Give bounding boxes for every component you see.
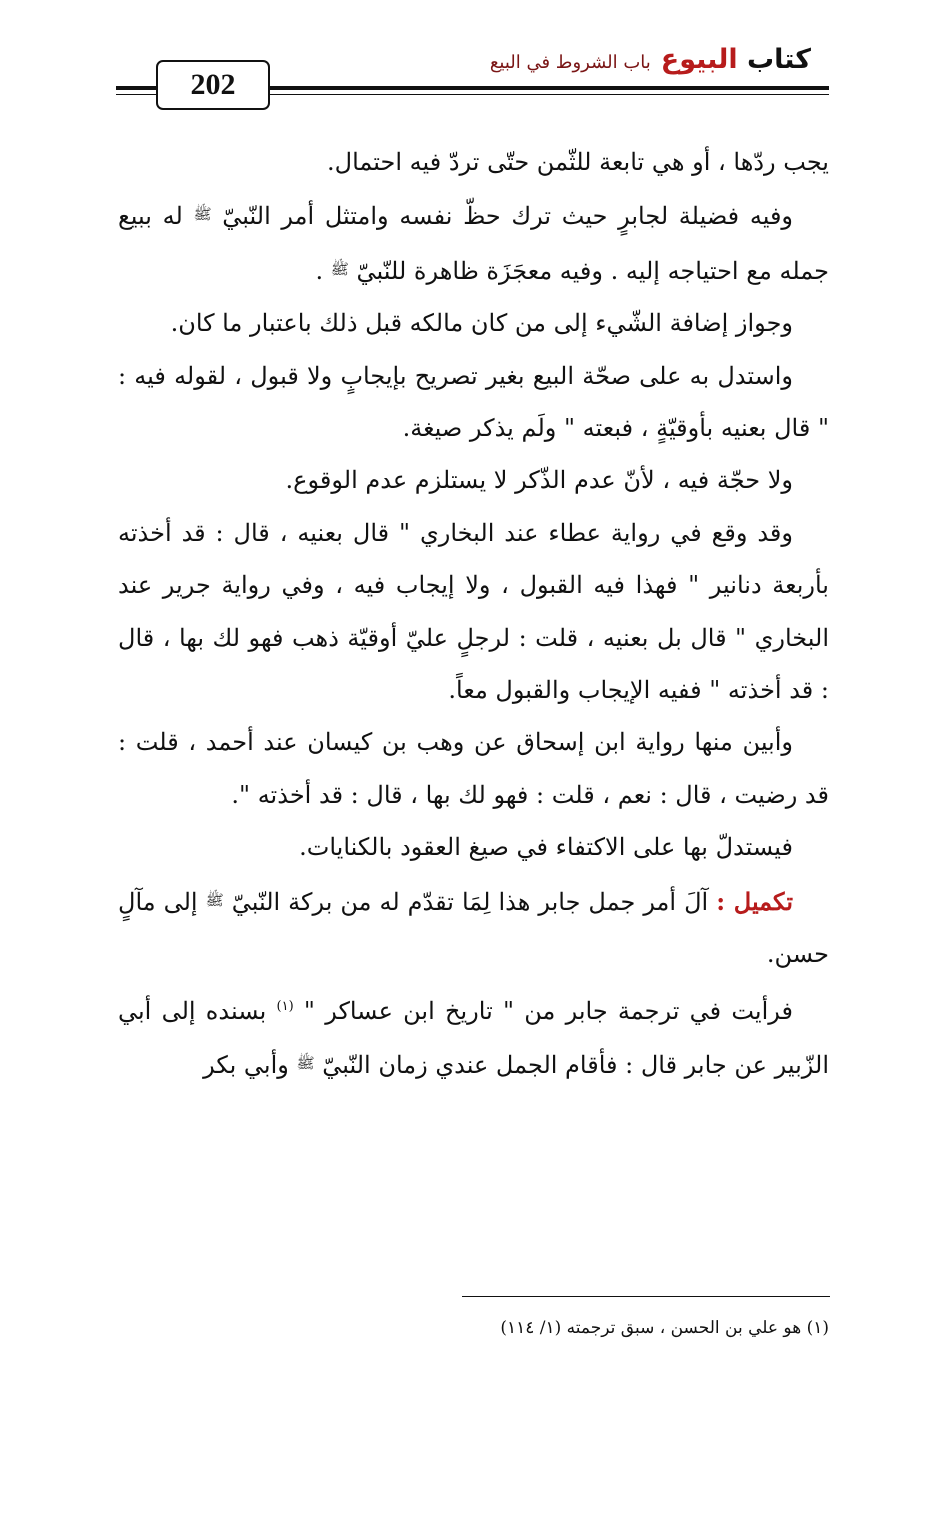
takmil-keyword: تكميل : — [716, 886, 793, 916]
page-number: 202 — [156, 60, 270, 110]
paragraph-10-part-a: فرأيت في ترجمة جابر من " تاريخ ابن عساكر " — [293, 996, 793, 1025]
paragraph-2 — [118, 188, 829, 297]
paragraph-4: واستدل به على صحّة البيع بغير تصريح بإيجابٍ ولا قبول ، لقوله فيه : " قال بعنيه بأوقيّةٍ ، فبعته " ولَم يذكر صيغة. — [118, 361, 829, 443]
paragraph-3: وجواز إضافة الشّيء إلى من كان مالكه قبل ذلك باعتبار ما كان. — [170, 309, 793, 338]
paragraph-2-part-c: . — [315, 256, 331, 285]
paragraph-8: فيستدلّ بها على الاكتفاء في صيغ العقود بالكنايات. — [299, 833, 793, 862]
salawat-glyph: ﷺ — [205, 890, 224, 909]
book-title — [661, 44, 811, 75]
paragraph-6: وقد وقع في رواية عطاء عند البخاري " قال بعنيه ، قال : قد أخذته بأربعة دنانير " فهذا فيه القبول ، ولا إيجاب فيه ، وفي رواية جرير عند البخاري " قال بل بعنيه ، قلت : لرجلٍ عليّ أوقيّة ذهب فهو لك بها ، قال : قد أخذته " ففيه الإيجاب والقبول معاً. — [118, 518, 829, 705]
paragraph-9 — [118, 874, 829, 981]
paragraph-2-part-b: له ببيع جمله مع احتياجه إليه . وفيه معجَزَة ظاهرة للنّبيّ — [118, 202, 829, 285]
footnote-divider — [462, 1296, 830, 1297]
paragraph-5: ولا حجّة فيه ، لأنّ عدم الذّكر لا يستلزم عدم الوقوع. — [285, 466, 793, 495]
salawat-glyph: ﷺ — [330, 259, 349, 278]
paragraph-1: يجب ردّها ، أو هي تابعة للثّمن حتّى تردّ فيه احتمال. — [327, 148, 829, 176]
paragraph-10-part-c: وأبي بكر — [203, 1050, 297, 1079]
paragraph-10-part-b: بسنده إلى أبي الزّبير عن جابر قال : فأقام الجمل عندي زمان النّبيّ — [118, 996, 829, 1079]
book-title-prefix: كتاب — [737, 44, 811, 75]
footnote: (١) هو علي بن الحسن ، سبق ترجمته (١/ ١١٤) — [500, 1318, 829, 1338]
running-header — [490, 44, 811, 84]
book-title-accent: البيوع — [660, 44, 738, 75]
paragraph-9-part-b: إلى مآلٍ حسن. — [118, 887, 829, 969]
paragraph-2-part-a: وفيه فضيلة لجابرٍ حيث ترك حظّ نفسه وامتثل أمر النّبيّ — [211, 202, 794, 231]
salawat-glyph: ﷺ — [193, 205, 212, 224]
salawat-glyph: ﷺ — [296, 1053, 315, 1072]
paragraph-7: وأبين منها رواية ابن إسحاق عن وهب بن كيسان عند أحمد ، قلت : قد رضيت ، قال : نعم ، قلت : فهو لك بها ، قال : قد أخذته ". — [118, 728, 829, 809]
chapter-title: باب الشروط في البيع — [489, 52, 651, 73]
paragraph-10 — [118, 981, 829, 1092]
footnote-reference: (١) — [276, 998, 294, 1014]
main-text — [118, 136, 829, 1091]
paragraph-9-part-a: آلَ أمر جمل جابر هذا لِمَا تقدّم له من بركة النّبيّ — [223, 887, 717, 916]
